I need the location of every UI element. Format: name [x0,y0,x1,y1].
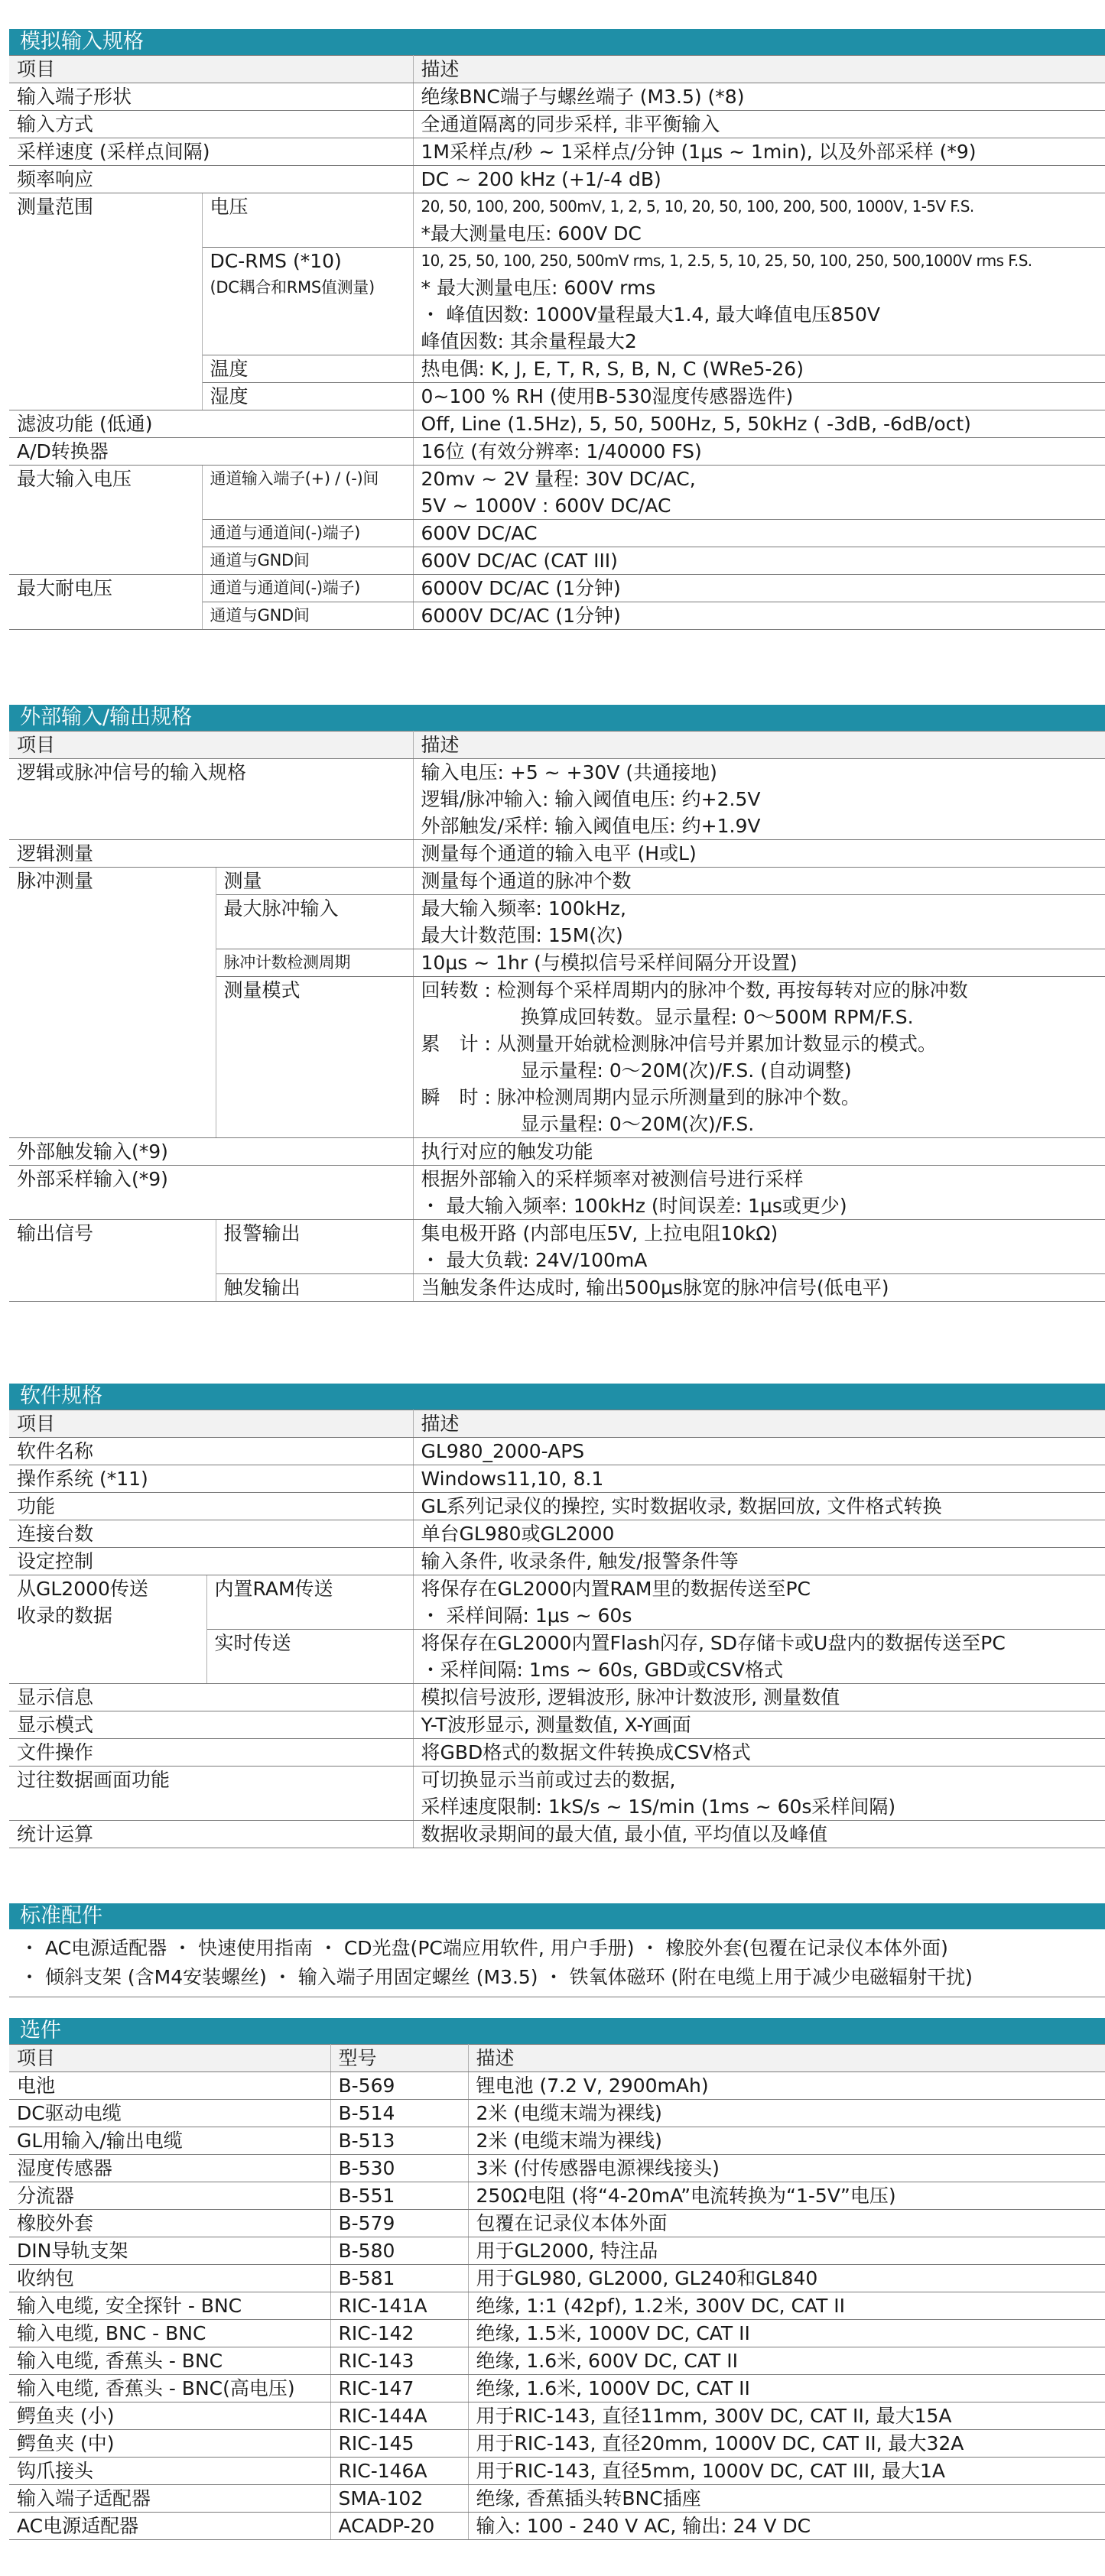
sub-label: 实时传送 [206,1630,413,1684]
row-value: 1M采样点/秒 ~ 1采样点/分钟 (1μs ~ 1min), 以及外部采样 (*9) [413,138,1105,166]
row-value: 全通道隔离的同步采样, 非平衡输入 [413,111,1105,138]
table-row [9,83,1105,111]
table-row [9,166,1105,193]
head-item: 项目 [9,1410,413,1438]
row-label-line: 收录的数据 [17,1604,113,1627]
table-head-row [9,56,1105,83]
row-label: 滤波功能 (低通) [9,410,413,438]
value-line: 逻辑/脉冲输入: 输入阈值电压: 约+2.5V [421,788,761,810]
value-line: 回转数 : 检测每个采样周期内的脉冲个数, 再按每转对应的脉冲数 [421,979,968,1001]
option-model: B-580 [330,2237,468,2265]
table-row [9,2072,1105,2100]
option-model: RIC-147 [330,2375,468,2402]
option-desc: 用于GL2000, 特注品 [468,2237,1105,2265]
table-row [9,2237,1105,2265]
table-row [9,1465,1105,1493]
head-model: 型号 [330,2045,468,2072]
value-line: ・ 最大输入频率: 100kHz (时间误差: 1μs或更少) [421,1195,847,1217]
value-line: 将保存在GL2000内置RAM里的数据传送至PC [421,1578,811,1600]
option-model: B-513 [330,2127,468,2155]
row-label: 统计运算 [9,1821,413,1848]
option-desc: 输入: 100 - 240 V AC, 输出: 24 V DC [468,2513,1105,2540]
row-value: GL980_2000-APS [413,1438,1105,1465]
row-label: 测量范围 [9,193,202,410]
table-row [9,2513,1105,2540]
row-value [413,759,1105,840]
table-row [9,1548,1105,1575]
table-row [9,868,1105,895]
table-row [9,1821,1105,1848]
sub-label: 脉冲计数检测周期 [216,949,413,977]
table-row [9,438,1105,466]
row-value: 测量每个通道的输入电平 (H或L) [413,840,1105,868]
option-model: RIC-141A [330,2292,468,2320]
standard-title: 标准配件 [9,1903,1105,1929]
analog-table [9,55,1105,630]
option-desc: 3米 (付传感器电源裸线接头) [468,2155,1105,2182]
table-row [9,111,1105,138]
options-section [9,2018,1105,2540]
head-desc: 描述 [413,732,1105,759]
table-row [9,1138,1105,1166]
table-row [9,1520,1105,1548]
row-label: 脉冲测量 [9,868,216,1138]
row-value [413,466,1105,520]
row-label: 外部采样输入(*9) [9,1166,413,1220]
sub-label: 温度 [202,355,413,383]
table-row [9,2127,1105,2155]
row-value: 单台GL980或GL2000 [413,1520,1105,1548]
row-value: Y-T波形显示, 测量数值, X-Y画面 [413,1711,1105,1739]
options-body [9,2072,1105,2540]
option-model: SMA-102 [330,2485,468,2513]
table-row [9,1684,1105,1711]
value-line: 5V ~ 1000V : 600V DC/AC [421,495,671,517]
value-line: ・ 采样间隔: 1μs ~ 60s [421,1604,632,1627]
options-title: 选件 [9,2018,1105,2044]
row-value: GL系列记录仪的操控, 实时数据收录, 数据回放, 文件格式转换 [413,1493,1105,1520]
option-name: 输入电缆, 香蕉头 - BNC [9,2347,330,2375]
value-line: 显示量程: 0〜20M(次)/F.S. [520,1113,755,1135]
option-model: RIC-146A [330,2458,468,2485]
option-model: B-579 [330,2210,468,2237]
row-label: 采样速度 (采样点间隔) [9,138,413,166]
row-label: 外部触发输入(*9) [9,1138,413,1166]
sub-label: 通道输入端子(+) / (-)间 [202,466,413,520]
option-desc: 用于RIC-143, 直径20mm, 1000V DC, CAT II, 最大32A [468,2430,1105,2458]
sub-label: 通道与通道间(-)端子) [202,575,413,602]
value-line: 换算成回转数。显示量程: 0〜500M RPM/F.S. [520,1006,914,1028]
value-line: ・采样间隔: 1ms ~ 60s, GBD或CSV格式 [421,1659,783,1681]
extio-title: 外部输入/输出规格 [9,705,1105,731]
option-name: 湿度传感器 [9,2155,330,2182]
value-line: 20mv ~ 2V 量程: 30V DC/AC, [421,468,696,490]
option-desc: 2米 (电缆末端为裸线) [468,2127,1105,2155]
table-row [9,2182,1105,2210]
options-table [9,2044,1105,2540]
table-row [9,2458,1105,2485]
option-name: 收纳包 [9,2265,330,2292]
option-model: RIC-143 [330,2347,468,2375]
value-line: * 最大测量电压: 600V rms [421,277,656,299]
option-name: AC电源适配器 [9,2513,330,2540]
option-name: 输入端子适配器 [9,2485,330,2513]
sub-label [202,248,413,355]
value-line: 累 计 : 从测量开始就检测脉冲信号并累加计数显示的模式。 [421,1033,937,1055]
row-value: 当触发条件达成时, 输出500μs脉宽的脉冲信号(低电平) [413,1274,1105,1302]
row-label: 输入端子形状 [9,83,413,111]
sub-label-line: (DC耦合和RMS值测量) [210,278,375,297]
option-name: DIN导轨支架 [9,2237,330,2265]
row-value [413,1767,1105,1821]
value-line: *最大测量电压: 600V DC [421,222,642,245]
row-label: 频率响应 [9,166,413,193]
row-label: 功能 [9,1493,413,1520]
table-row [9,2292,1105,2320]
table-row [9,2100,1105,2127]
table-row [9,1711,1105,1739]
sub-label: 最大脉冲输入 [216,895,413,949]
table-row [9,410,1105,438]
list-item: ・ 倾斜支架 (含M4安装螺丝) ・ 输入端子用固定螺丝 (M3.5) ・ 铁氧体磁环 (附在电缆上用于减少电磁辐射干扰) [20,1966,973,1988]
row-value: 输入条件, 收录条件, 触发/报警条件等 [413,1548,1105,1575]
row-value: 将GBD格式的数据文件转换成CSV格式 [413,1739,1105,1767]
software-title: 软件规格 [9,1384,1105,1410]
sub-label: 湿度 [202,383,413,410]
value-line: 显示量程: 0〜20M(次)/F.S. (自动调整) [520,1059,852,1082]
row-label: 逻辑测量 [9,840,413,868]
table-row [9,1767,1105,1821]
value-line: 输入电压: +5 ~ +30V (共通接地) [421,761,717,784]
row-label: 操作系统 (*11) [9,1465,413,1493]
analog-section [9,29,1105,630]
head-item: 项目 [9,732,413,759]
row-value: 绝缘BNC端子与螺丝端子 (M3.5) (*8) [413,83,1105,111]
row-value [413,1166,1105,1220]
table-row [9,2485,1105,2513]
option-desc: 绝缘, 香蕉插头转BNC插座 [468,2485,1105,2513]
option-desc: 用于RIC-143, 直径5mm, 1000V DC, CAT III, 最大1A [468,2458,1105,2485]
option-model: B-551 [330,2182,468,2210]
table-row [9,1220,1105,1274]
value-line: 集电极开路 (内部电压5V, 上拉电阻10kΩ) [421,1222,778,1244]
option-model: B-581 [330,2265,468,2292]
row-value: 600V DC/AC [413,520,1105,547]
row-label: 显示模式 [9,1711,413,1739]
sub-label: 报警输出 [216,1220,413,1274]
option-desc: 用于RIC-143, 直径11mm, 300V DC, CAT II, 最大15A [468,2402,1105,2430]
table-row [9,1575,1105,1630]
value-line: 将保存在GL2000内置Flash闪存, SD存储卡或U盘内的数据传送至PC [421,1632,1006,1654]
row-value [413,193,1105,248]
table-row [9,2210,1105,2237]
value-line: 最大输入频率: 100kHz, [421,897,626,920]
value-line: 峰值因数: 其余量程最大2 [421,330,637,352]
row-label: 软件名称 [9,1438,413,1465]
option-name: 输入电缆, 安全探针 - BNC [9,2292,330,2320]
option-desc: 绝缘, 1.6米, 600V DC, CAT II [468,2347,1105,2375]
row-value: 600V DC/AC (CAT III) [413,547,1105,575]
row-label-line: 从GL2000传送 [17,1578,148,1600]
value-line: ・ 峰值因数: 1000V量程最大1.4, 最大峰值电压850V [421,303,881,326]
table-row [9,466,1105,520]
table-row [9,759,1105,840]
table-row [9,840,1105,868]
value-line: 最大计数范围: 15M(次) [421,924,623,946]
option-desc: 绝缘, 1:1 (42pf), 1.2米, 300V DC, CAT II [468,2292,1105,2320]
row-value: 测量每个通道的脉冲个数 [413,868,1105,895]
head-item: 项目 [9,56,413,83]
option-model: RIC-144A [330,2402,468,2430]
table-row [9,2402,1105,2430]
table-row [9,2265,1105,2292]
option-name: 分流器 [9,2182,330,2210]
row-label: 逻辑或脉冲信号的输入规格 [9,759,413,840]
value-line: 外部触发/采样: 输入阈值电压: 约+1.9V [421,815,761,837]
option-desc: 2米 (电缆末端为裸线) [468,2100,1105,2127]
value-line: 10, 25, 50, 100, 250, 500mV rms, 1, 2.5, 5, 10, 25, 50, 100, 250, 500,1000V rms F.S. [421,251,1032,270]
row-value: 16位 (有效分辨率: 1/40000 FS) [413,438,1105,466]
row-value: Off, Line (1.5Hz), 5, 50, 500Hz, 5, 50kHz ( -3dB, -6dB/oct) [413,410,1105,438]
table-row [9,1739,1105,1767]
option-model: B-569 [330,2072,468,2100]
sub-label: 通道与GND间 [202,602,413,630]
row-label: 过往数据画面功能 [9,1767,413,1821]
option-desc: 包覆在记录仪本体外面 [468,2210,1105,2237]
value-line: 瞬 时 : 脉冲检测周期内显示所测量到的脉冲个数。 [421,1086,860,1108]
list-item: ・ AC电源适配器 ・ 快速使用指南 ・ CD光盘(PC端应用软件, 用户手册) ・ 橡胶外套(包覆在记录仪本体外面) [20,1937,948,1959]
table-head-row [9,2045,1105,2072]
option-desc: 绝缘, 1.5米, 1000V DC, CAT II [468,2320,1105,2347]
option-name: 输入电缆, BNC - BNC [9,2320,330,2347]
row-label: 连接台数 [9,1520,413,1548]
sub-label: 电压 [202,193,413,248]
table-row [9,1438,1105,1465]
standard-section [9,1903,1105,1997]
software-section [9,1384,1105,1848]
row-value: Windows11,10, 8.1 [413,1465,1105,1493]
table-row [9,2320,1105,2347]
option-desc: 绝缘, 1.6米, 1000V DC, CAT II [468,2375,1105,2402]
option-model: ACADP-20 [330,2513,468,2540]
table-row [9,2347,1105,2375]
row-label [9,1575,206,1684]
option-name: 橡胶外套 [9,2210,330,2237]
row-value: 10μs ~ 1hr (与模拟信号采样间隔分开设置) [413,949,1105,977]
option-model: B-530 [330,2155,468,2182]
row-value: 数据收录期间的最大值, 最小值, 平均值以及峰值 [413,1821,1105,1848]
head-desc: 描述 [413,56,1105,83]
option-model: RIC-145 [330,2430,468,2458]
standard-list [9,1929,1105,1997]
option-name: 鳄鱼夹 (中) [9,2430,330,2458]
software-table [9,1410,1105,1848]
head-desc: 描述 [413,1410,1105,1438]
row-value: 0~100 % RH (使用B-530湿度传感器选件) [413,383,1105,410]
table-row [9,2375,1105,2402]
table-row [9,138,1105,166]
value-line: 采样速度限制: 1kS/s ~ 1S/min (1ms ~ 60s采样间隔) [421,1796,896,1818]
row-label: 设定控制 [9,1548,413,1575]
option-model: B-514 [330,2100,468,2127]
option-desc: 锂电池 (7.2 V, 2900mAh) [468,2072,1105,2100]
value-line: 20, 50, 100, 200, 500mV, 1, 2, 5, 10, 20, 50, 100, 200, 500, 1000V, 1-5V F.S. [421,197,974,216]
sub-label: 测量 [216,868,413,895]
option-name: 输入电缆, 香蕉头 - BNC(高电压) [9,2375,330,2402]
option-name: 钩爪接头 [9,2458,330,2485]
table-row [9,193,1105,248]
row-value [413,977,1105,1138]
table-head-row [9,1410,1105,1438]
table-row [9,2155,1105,2182]
table-row [9,1493,1105,1520]
table-row [9,2430,1105,2458]
sub-label: 通道与GND间 [202,547,413,575]
row-label: 显示信息 [9,1684,413,1711]
sub-label: 内置RAM传送 [206,1575,413,1630]
head-item: 项目 [9,2045,330,2072]
sub-label: 通道与通道间(-)端子) [202,520,413,547]
option-name: 鳄鱼夹 (小) [9,2402,330,2430]
row-label: 输入方式 [9,111,413,138]
row-value: 热电偶: K, J, E, T, R, S, B, N, C (WRe5-26) [413,355,1105,383]
row-value [413,248,1105,355]
row-label: 文件操作 [9,1739,413,1767]
sub-label: 测量模式 [216,977,413,1138]
sub-label-line: DC-RMS (*10) [210,250,342,272]
row-value [413,1630,1105,1684]
row-value: 6000V DC/AC (1分钟) [413,602,1105,630]
row-value [413,1220,1105,1274]
row-value: DC ~ 200 kHz (+1/-4 dB) [413,166,1105,193]
row-label: 输出信号 [9,1220,216,1302]
extio-section [9,705,1105,1302]
analog-title: 模拟输入规格 [9,29,1105,55]
head-desc: 描述 [468,2045,1105,2072]
row-label: 最大输入电压 [9,466,202,575]
row-value [413,895,1105,949]
value-line: ・ 最大负载: 24V/100mA [421,1249,648,1271]
option-name: GL用输入/输出电缆 [9,2127,330,2155]
row-value: 6000V DC/AC (1分钟) [413,575,1105,602]
row-label: A/D转换器 [9,438,413,466]
option-desc: 用于GL980, GL2000, GL240和GL840 [468,2265,1105,2292]
value-line: 根据外部输入的采样频率对被测信号进行采样 [421,1168,804,1190]
row-value: 执行对应的触发功能 [413,1138,1105,1166]
table-row [9,575,1105,602]
table-head-row [9,732,1105,759]
row-label: 最大耐电压 [9,575,202,630]
sub-label: 触发输出 [216,1274,413,1302]
extio-table [9,731,1105,1302]
row-value: 模拟信号波形, 逻辑波形, 脉冲计数波形, 测量数值 [413,1684,1105,1711]
row-value [413,1575,1105,1630]
option-desc: 250Ω电阻 (将“4-20mA”电流转换为“1-5V”电压) [468,2182,1105,2210]
option-model: RIC-142 [330,2320,468,2347]
value-line: 可切换显示当前或过去的数据, [421,1769,676,1791]
option-name: DC驱动电缆 [9,2100,330,2127]
table-row [9,1166,1105,1220]
option-name: 电池 [9,2072,330,2100]
